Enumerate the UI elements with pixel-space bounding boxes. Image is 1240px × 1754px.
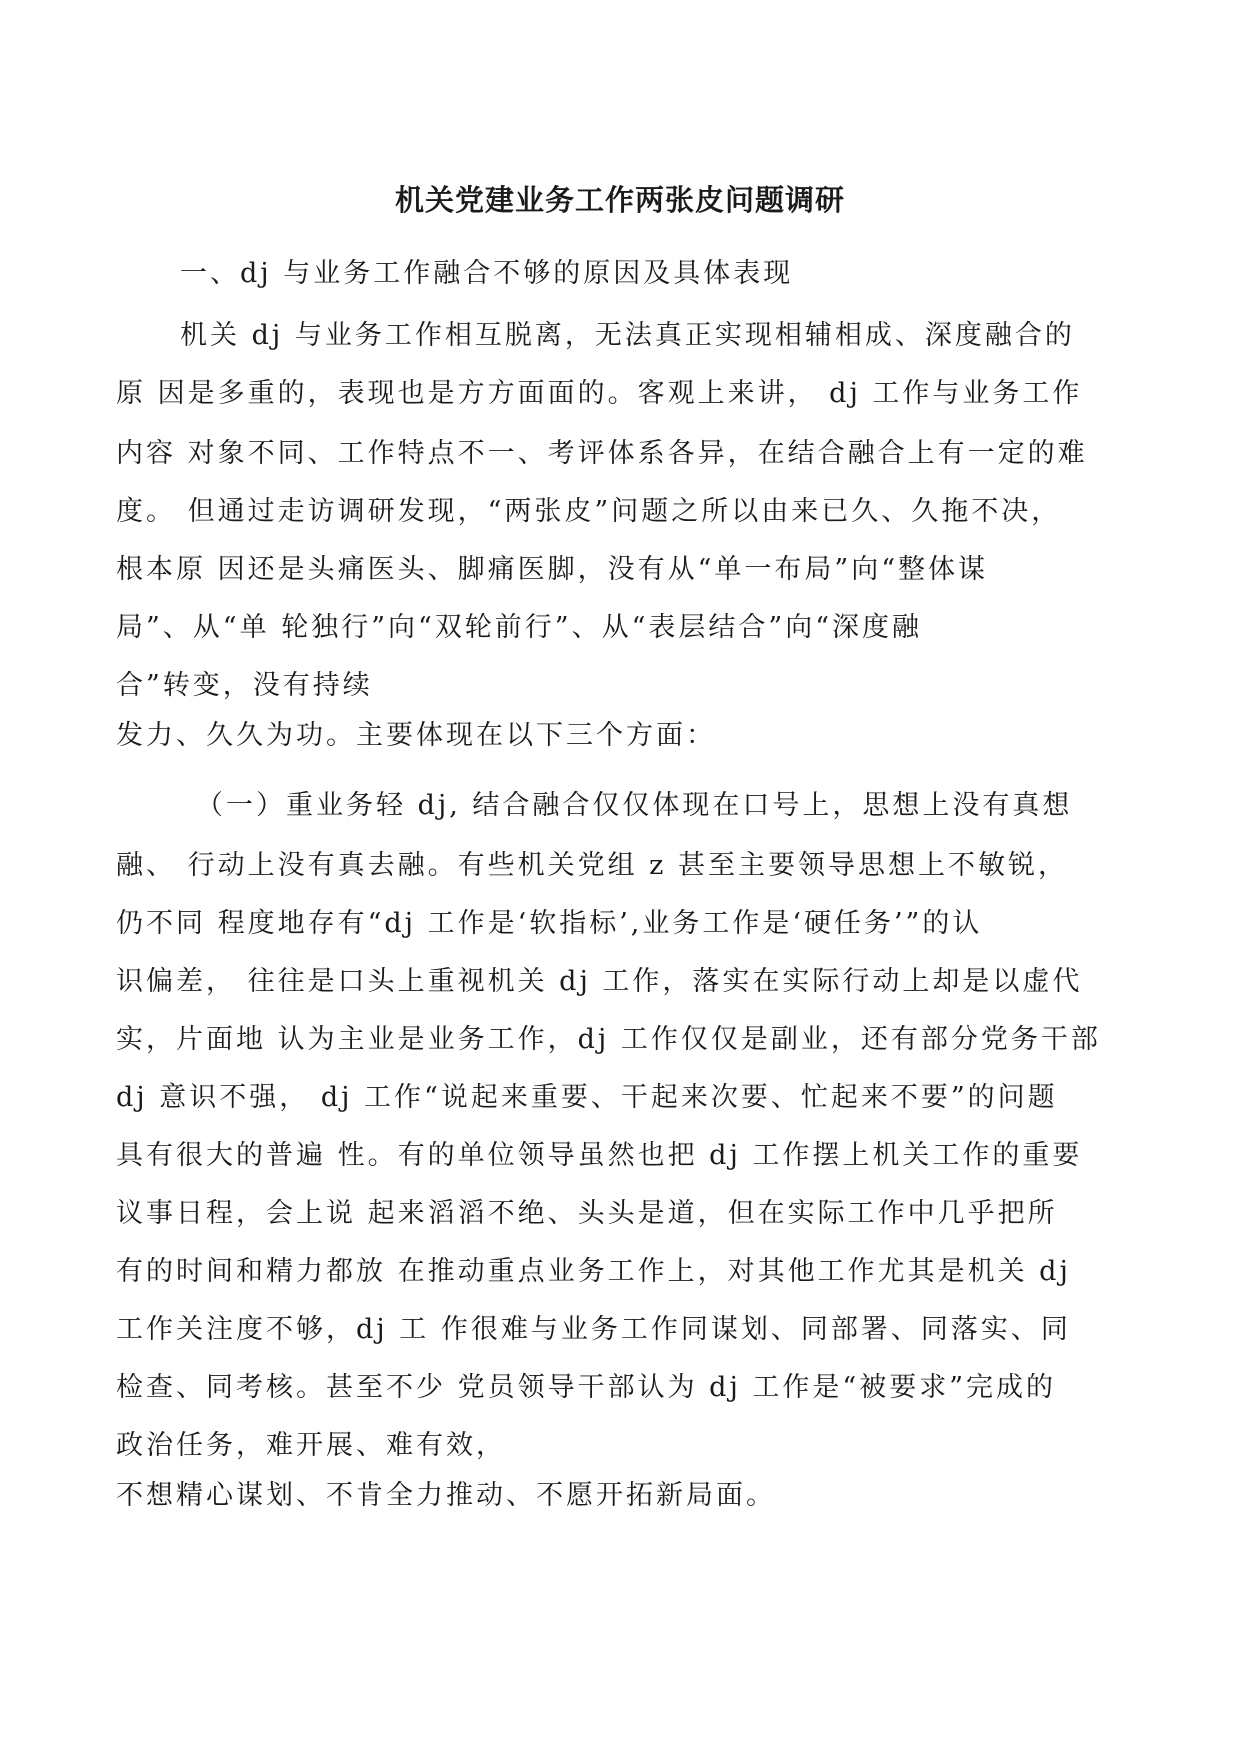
paragraph-line: 内容 对象不同、工作特点不一、考评体系各异，在结合融合上有一定的难 <box>116 438 1088 469</box>
paragraph-line: 度。 但通过走访调研发现，“两张皮”问题之所以由来已久、久拖不决， <box>116 496 1062 527</box>
paragraph-line: 不想精心谋划、不肯全力推动、不愿开拓新局面。 <box>116 1480 776 1511</box>
paragraph-line: 机关 dj 与业务工作相互脱离，无法真正实现相辅相成、深度融合的 <box>180 320 1075 351</box>
paragraph-line: 原 因是多重的，表现也是方方面面的。客观上来讲， dj 工作与业务工作 <box>116 378 1083 409</box>
paragraph-line: 根本原 因还是头痛医头、脚痛医脚，没有从“单一布局”向“整体谋 <box>116 554 988 585</box>
paragraph-line: 局”、从“单 轮独行”向“双轮前行”、从“表层结合”向“深度融 <box>116 612 923 643</box>
paragraph-line: 融、 行动上没有真去融。有些机关党组 z 甚至主要领导思想上不敏锐， <box>116 850 1068 881</box>
paragraph-line: dj 意识不强， dj 工作“说起来重要、干起来次要、忙起来不要”的问题 <box>116 1082 1058 1113</box>
paragraph-line: 识偏差， 往往是口头上重视机关 dj 工作，落实在实际行动上却是以虚代 <box>116 966 1083 997</box>
paragraph-line: 工作关注度不够，dj 工 作很难与业务工作同谋划、同部署、同落实、同 <box>116 1314 1071 1345</box>
paragraph-line: 发力、久久为功。主要体现在以下三个方面： <box>116 720 716 751</box>
document-title: 机关党建业务工作两张皮问题调研 <box>394 183 845 217</box>
paragraph-line: 检查、同考核。甚至不少 党员领导干部认为 dj 工作是“被要求”完成的 <box>116 1372 1057 1403</box>
paragraph-line: 有的时间和精力都放 在推动重点业务工作上，对其他工作尤其是机关 dj <box>116 1256 1071 1287</box>
paragraph-line: 仍不同 程度地存有“dj 工作是‘软指标’,业务工作是‘硬任务’”的认 <box>116 908 983 939</box>
subsection-first-line: （一）重业务轻 dj, 结合融合仅仅体现在口号上，思想上没有真想 <box>196 790 1073 821</box>
section-heading: 一、dj 与业务工作融合不够的原因及具体表现 <box>180 258 794 289</box>
paragraph-line: 实，片面地 认为主业是业务工作，dj 工作仅仅是副业，还有部分党务干部 <box>116 1024 1101 1055</box>
paragraph-line: 政治任务，难开展、难有效， <box>116 1430 506 1461</box>
paragraph-line: 具有很大的普遍 性。有的单位领导虽然也把 dj 工作摆上机关工作的重要 <box>116 1140 1083 1171</box>
paragraph-line: 议事日程，会上说 起来滔滔不绝、头头是道，但在实际工作中几乎把所 <box>116 1198 1058 1229</box>
paragraph-line: 合”转变，没有持续 <box>116 670 373 701</box>
